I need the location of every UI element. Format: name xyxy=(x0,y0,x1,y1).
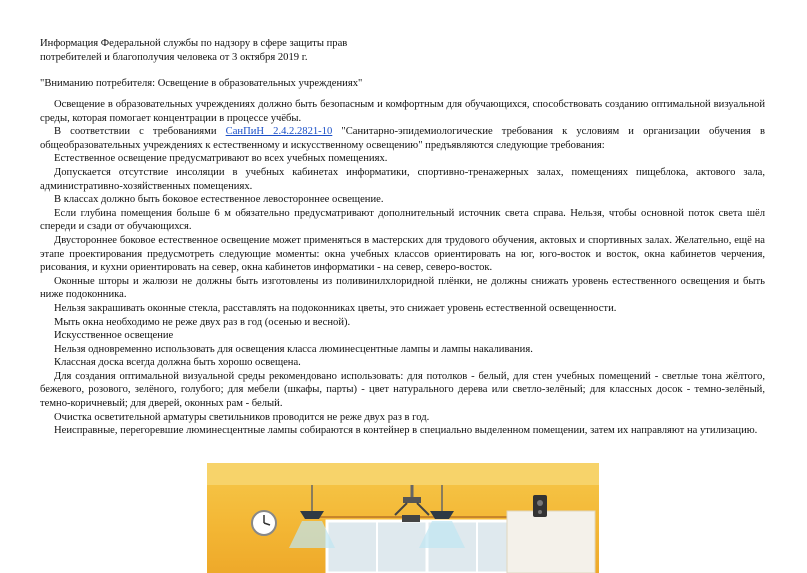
document-header xyxy=(40,37,347,65)
sanpin-link[interactable]: СанПиН 2.4.2.2821-10 xyxy=(225,126,333,138)
paragraph: Освещение в образовательных учреждениях должно быть безопасным и комфортным для обучающихся, способствовать созданию оптимальной визуальной среды, которая помогает концентрации в процессе учёбы. xyxy=(40,99,765,124)
paragraph: Двустороннее боковое естественное освещение может применяться в мастерских для трудового обучения, актовых и спортивных залах. Желательно, ещё на этапе проектирования предусмотреть следующие моменты: окна учебных классов ориентировать на юг, юго-восток и восток, окна кабинетов черчения, рисования, и кухни ориентировать на север, окна кабинетов информатики - на север, северо-восток. xyxy=(40,234,765,274)
classroom-illustration-svg xyxy=(207,463,599,573)
paragraph xyxy=(40,125,765,152)
document-title: "Вниманию потребителя: Освещение в образовательных учреждениях" xyxy=(40,78,363,89)
paragraph: В классах должно быть боковое естественное левостороннее освещение. xyxy=(54,194,384,206)
paragraph-text: "Санитарно-эпидемиологические требования к условиям и организации обучения в общеобразовательных учреждениях к естественному и искусственному освещению" предъявляются следующие требования: xyxy=(40,126,765,151)
paragraph: Нельзя одновременно использовать для освещения класса люминесцентные лампы и лампы накаливания. xyxy=(54,343,533,355)
paragraph: Допускается отсутствие инсоляции в учебных кабинетах информатики, спортивно-тренажерных залах, помещениях пищеблока, актового зала, административно-хозяйственных помещениях. xyxy=(40,166,765,192)
wall-clock-icon xyxy=(252,511,276,535)
paragraph: Для создания оптимальной визуальной среды рекомендовано использовать: для потолков - белый, для стен учебных помещений - светлые тона жёлтого, бежевого, розового, зелёного, голубого; для мебели (шкафы, парты) - цвет натурального дерева или светло-зелёный; для классных досок - темно-зелёный, темно-коричневый; для дверей, оконных рам - белый. xyxy=(40,370,765,410)
header-line-1: Информация Федеральной службы по надзору в сфере защиты прав xyxy=(40,38,348,49)
ceiling xyxy=(207,463,599,485)
paragraph: Классная доска всегда должна быть хорошо освещена. xyxy=(54,357,301,369)
board xyxy=(507,511,595,573)
classroom-illustration xyxy=(207,463,599,573)
paragraph: Оконные шторы и жалюзи не должны быть изготовлены из поливинилхлоридной плёнки, не должны снижать уровень естественного освещения и быть ниже подоконника. xyxy=(40,275,765,301)
section-heading: Искусственное освещение xyxy=(54,330,174,342)
header-line-2: потребителей и благополучия человека от 3 октября 2019 г. xyxy=(40,52,308,63)
paragraph: Мыть окна необходимо не реже двух раз в год (осенью и весной). xyxy=(54,316,351,328)
paragraph: Нельзя закрашивать оконные стекла, расставлять на подоконниках цветы, это снижает уровень естественной освещенности. xyxy=(54,302,617,314)
paragraph: Неисправные, перегоревшие люминесцентные лампы собираются в контейнер в специально выделенном помещении, затем их направляют на утилизацию. xyxy=(54,425,758,437)
paragraph: Естественное освещение предусматривают во всех учебных помещениях. xyxy=(54,153,388,165)
paragraph-text: В соответствии с требованиями xyxy=(54,126,226,138)
paragraph: Очистка осветительной арматуры светильников проводится не реже двух раз в год. xyxy=(54,411,430,423)
loudspeaker-icon xyxy=(533,495,547,517)
document-body xyxy=(40,98,765,438)
paragraph: Если глубина помещения больше 6 м обязательно предусматривают дополнительный источник света справа. Нельзя, чтобы основной поток света шёл спереди и сзади от обучающихся. xyxy=(40,207,765,233)
